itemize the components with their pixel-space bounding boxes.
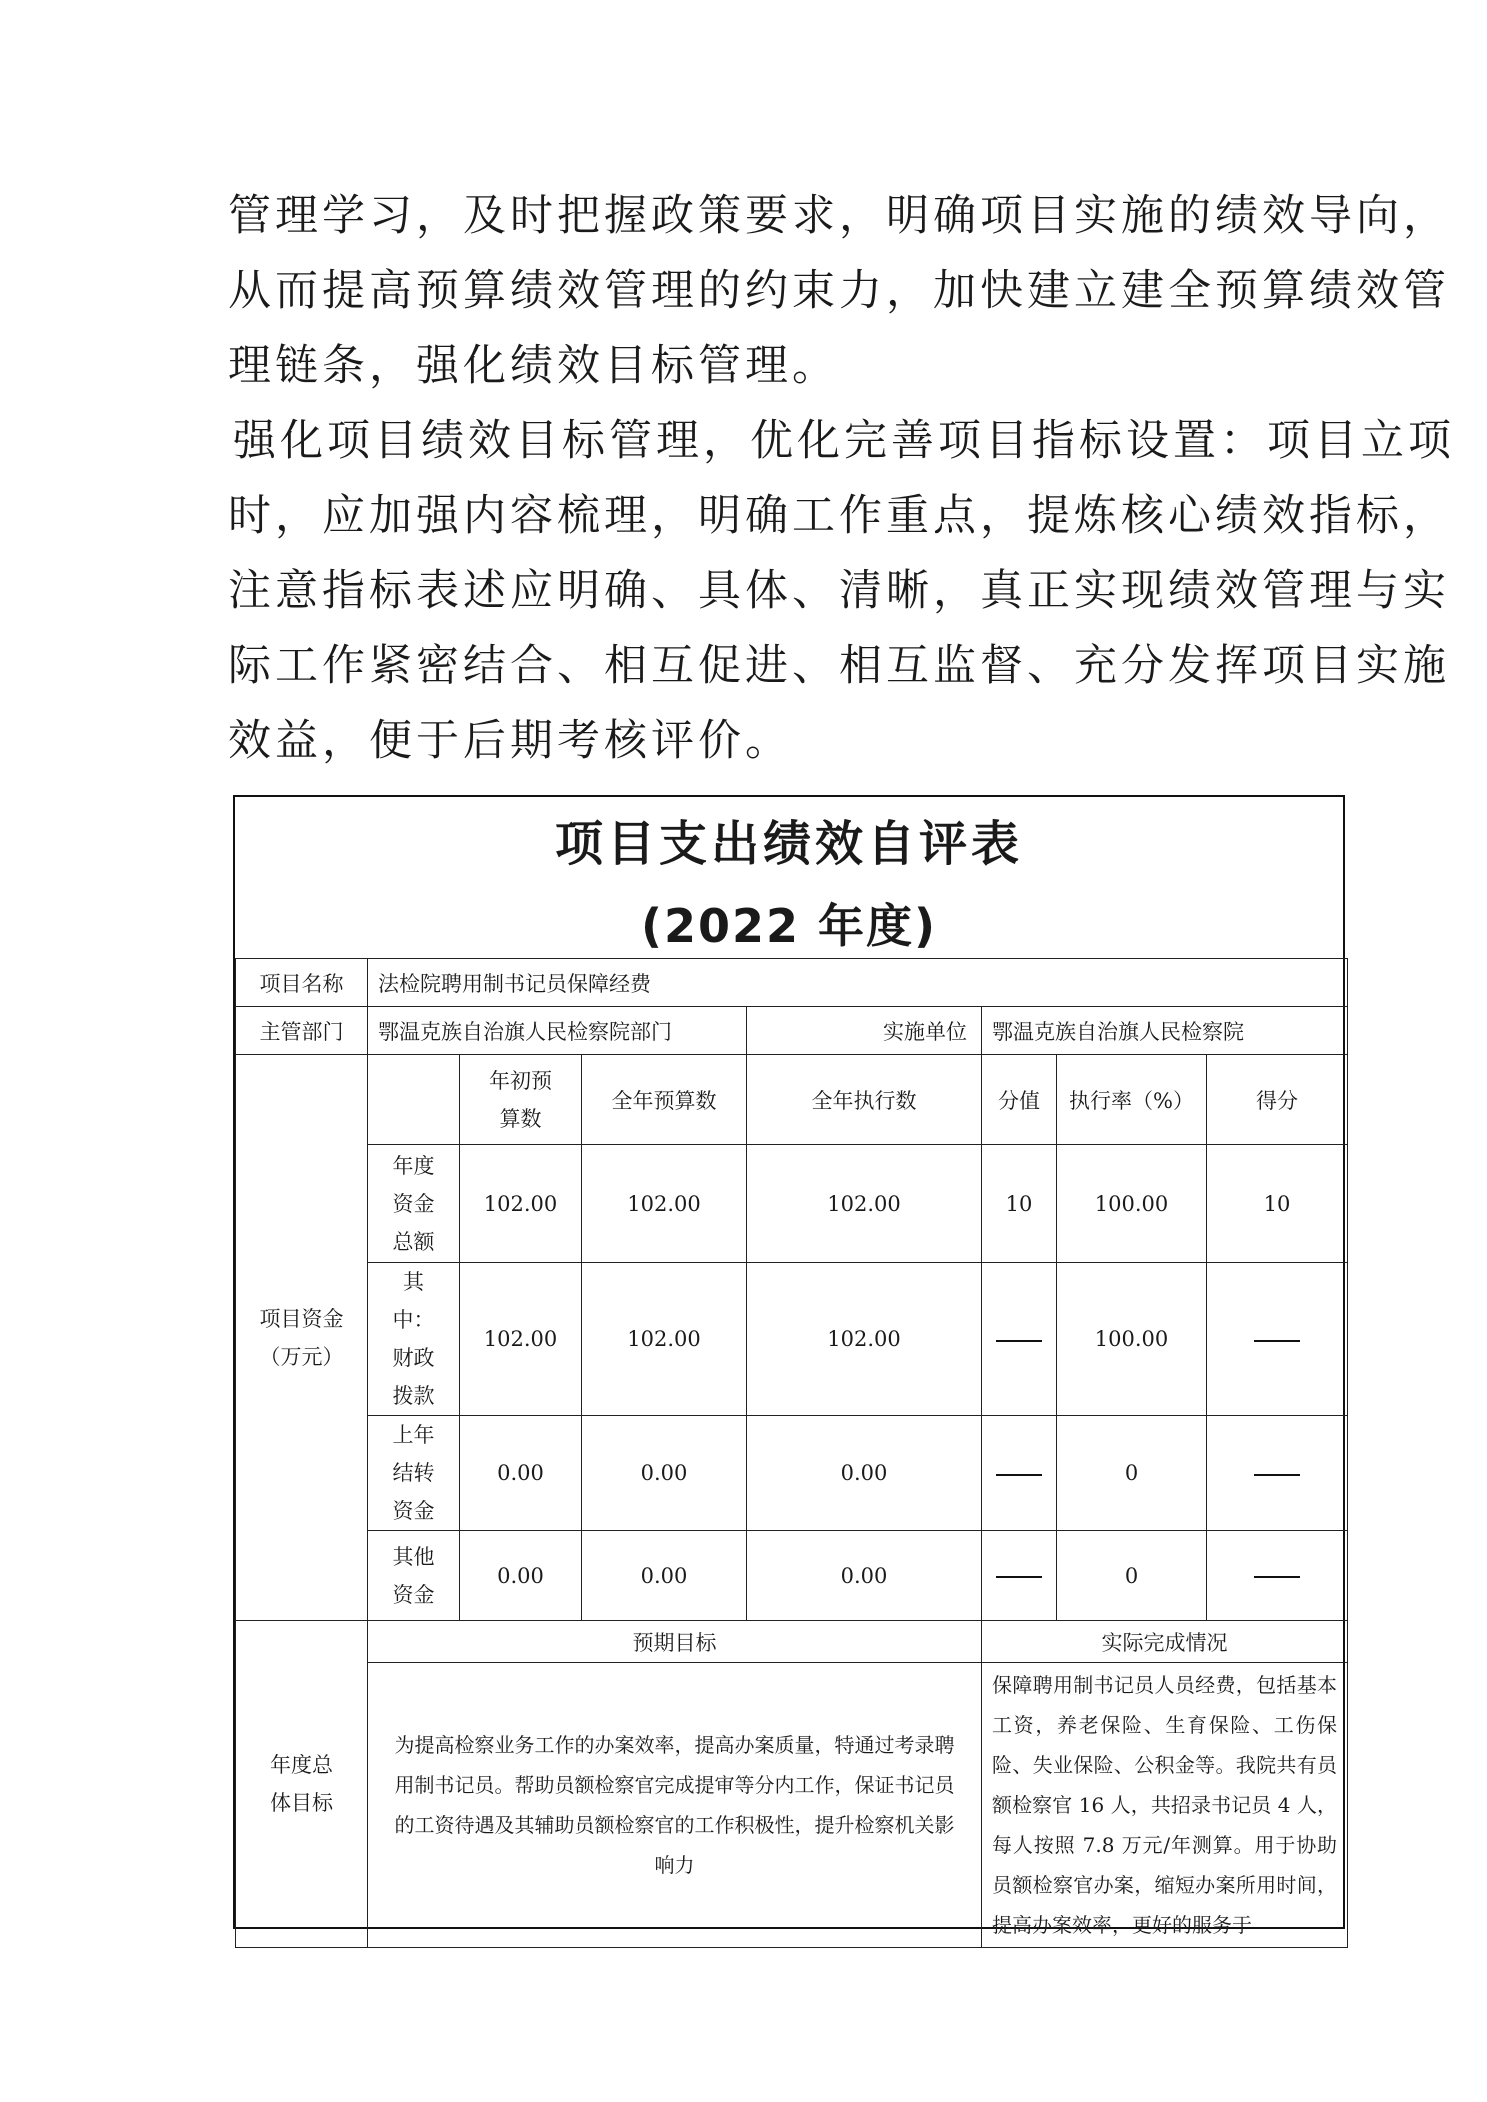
- text-line: 从而提高预算绩效管理的约束力，加快建立建全预算绩效管: [228, 266, 1450, 316]
- text-line: 际工作紧密结合、相互促进、相互监督、充分发挥项目实施: [228, 641, 1450, 691]
- unit-label: 实施单位: [747, 1007, 982, 1055]
- cell-executed: 0.00: [747, 1531, 982, 1621]
- project-name-value: 法检院聘用制书记员保障经费: [368, 959, 1348, 1007]
- funds-label: 项目资金（万元）: [236, 1055, 368, 1621]
- row-label: 年度资金总额: [368, 1145, 460, 1263]
- dash-mark: [1254, 1340, 1300, 1342]
- cell-rate: 100.00: [1057, 1263, 1207, 1416]
- row-label: 其中：财政拨款: [368, 1263, 460, 1416]
- goal-label: 年度总体目标: [236, 1621, 368, 1948]
- actual-label: 实际完成情况: [982, 1621, 1348, 1663]
- text-line: 理链条，强化绩效目标管理。: [228, 341, 839, 391]
- cell-score: 10: [1207, 1145, 1348, 1263]
- header-score: 得分: [1207, 1055, 1348, 1145]
- expected-goal-text: 为提高检察业务工作的办案效率，提高办案质量，特通过考录聘用制书记员。帮助员额检察官完成提审等分内工作，保证书记员的工资待遇及其辅助员额检察官的工作积极性，提升检察机关影响力: [394, 1733, 955, 1877]
- cell-value: 10: [982, 1145, 1057, 1263]
- cell-rate: 0: [1057, 1416, 1207, 1531]
- text-line: 注意指标表述应明确、具体、清晰，真正实现绩效管理与实: [228, 566, 1450, 616]
- self-evaluation-table: [233, 795, 1345, 1937]
- text-line: 效益，便于后期考核评价。: [228, 716, 792, 766]
- cell-annual: 0.00: [582, 1531, 747, 1621]
- header-exec-rate: 执行率（%）: [1057, 1055, 1207, 1145]
- blank-header-cell: [368, 1055, 460, 1145]
- cell-score: [1207, 1263, 1348, 1416]
- text-line: 管理学习，及时把握政策要求，明确项目实施的绩效导向，: [228, 191, 1450, 241]
- cell-value: [982, 1263, 1057, 1416]
- header-annual-budget: 全年预算数: [582, 1055, 747, 1145]
- dept-label: 主管部门: [236, 1007, 368, 1055]
- table-title: 项目支出绩效自评表: [554, 816, 1023, 872]
- cell-rate: 0: [1057, 1531, 1207, 1621]
- dash-mark: [1254, 1474, 1300, 1476]
- cell-score: [1207, 1416, 1348, 1531]
- cell-initial: 0.00: [460, 1531, 582, 1621]
- actual-result-cell: [982, 1663, 1348, 1948]
- cell-executed: 102.00: [747, 1263, 982, 1416]
- table-grid: [235, 958, 1348, 1948]
- cell-annual: 102.00: [582, 1263, 747, 1416]
- row-label: 上年结转资金: [368, 1416, 460, 1531]
- unit-value: 鄂温克族自治旗人民检察院: [982, 1007, 1348, 1055]
- expected-goal-cell: [368, 1663, 982, 1948]
- actual-result-text: 保障聘用制书记员人员经费，包括基本工资，养老保险、生育保险、工伤保险、失业保险、公积金等。我院共有员额检察官 16 人，共招录书记员 4 人，每人按照 7.8 万元/年测算。用于协助员额检察官办案，缩短办案所用时间，提高办案效率，更好的服务于: [992, 1673, 1338, 1937]
- dash-mark: [996, 1340, 1042, 1342]
- cell-rate: 100.00: [1057, 1145, 1207, 1263]
- text-line: 强化项目绩效目标管理，优化完善项目指标设置：项目立项: [233, 416, 1455, 466]
- cell-score: [1207, 1531, 1348, 1621]
- cell-annual: 102.00: [582, 1145, 747, 1263]
- dash-mark: [996, 1474, 1042, 1476]
- dash-mark: [1254, 1576, 1300, 1578]
- header-score-value: 分值: [982, 1055, 1057, 1145]
- cell-value: [982, 1531, 1057, 1621]
- cell-initial: 102.00: [460, 1145, 582, 1263]
- cell-initial: 102.00: [460, 1263, 582, 1416]
- header-executed: 全年执行数: [747, 1055, 982, 1145]
- dash-mark: [996, 1576, 1042, 1578]
- dept-value: 鄂温克族自治旗人民检察院部门: [368, 1007, 747, 1055]
- cell-executed: 0.00: [747, 1416, 982, 1531]
- cell-executed: 102.00: [747, 1145, 982, 1263]
- table-subtitle: (2022 年度): [640, 899, 938, 953]
- cell-initial: 0.00: [460, 1416, 582, 1531]
- expected-label: 预期目标: [368, 1621, 982, 1663]
- row-label: 其他资金: [368, 1531, 460, 1621]
- cell-annual: 0.00: [582, 1416, 747, 1531]
- header-initial-budget: 年初预算数: [460, 1055, 582, 1145]
- cell-value: [982, 1416, 1057, 1531]
- body-text: [228, 179, 1455, 779]
- project-name-label: 项目名称: [236, 959, 368, 1007]
- text-line: 时，应加强内容梳理，明确工作重点，提炼核心绩效指标，: [228, 491, 1450, 541]
